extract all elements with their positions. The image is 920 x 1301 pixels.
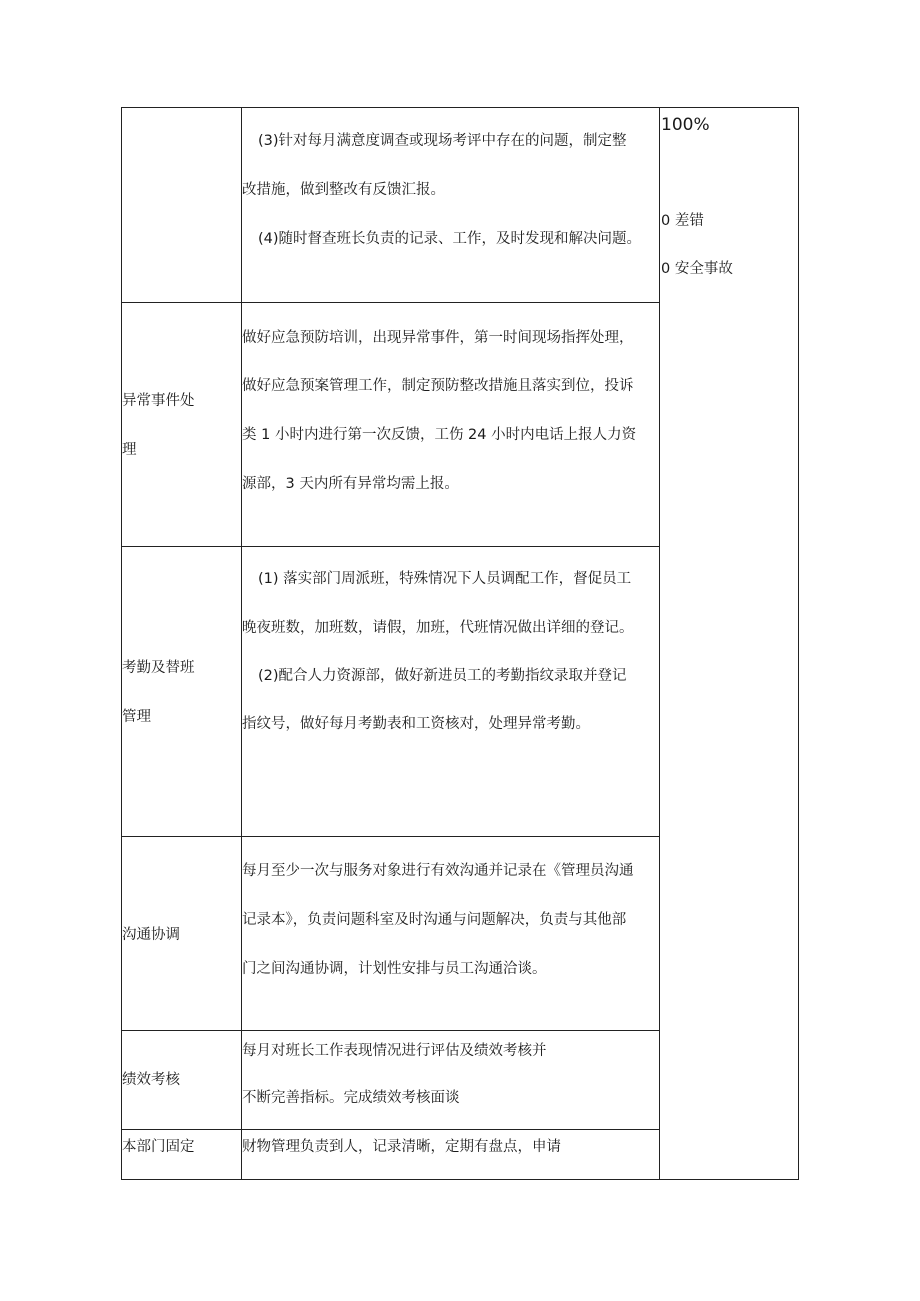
table-border-left (121, 107, 122, 1180)
column-divider (659, 107, 660, 1180)
content-line: 做好应急预防培训，出现异常事件，第一时间现场指挥处理， (242, 330, 634, 346)
row-label: 异常事件处 (122, 393, 195, 409)
content-line: 记录本》，负责问题科室及时沟通与问题解决，负责与其他部 (242, 912, 627, 928)
row-divider (121, 302, 659, 303)
content-line: 每月对班长工作表现情况进行评估及绩效考核并 (242, 1043, 547, 1059)
content-line: (3)针对每月满意度调查或现场考评中存在的问题，制定整 (258, 133, 627, 149)
content-line: (2)配合人力资源部，做好新进员工的考勤指纹录取并登记 (258, 668, 627, 684)
content-line: 指纹号，做好每月考勤表和工资核对，处理异常考勤。 (242, 716, 590, 732)
row-divider (121, 836, 659, 837)
content-line: 做好应急预案管理工作，制定预防整改措施且落实到位，投诉 (242, 378, 634, 394)
table-border-right (798, 107, 799, 1180)
row-divider (121, 1030, 659, 1031)
table-border-bottom (121, 1179, 799, 1180)
content-line: 晚夜班数，加班数，请假，加班，代班情况做出详细的登记。 (242, 620, 634, 636)
target-accuracy: 100% (661, 115, 710, 135)
content-line: 财物管理负责到人，记录清晰，定期有盘点，申请 (242, 1139, 561, 1155)
content-line: (1) 落实部门周派班，特殊情况下人员调配工作，督促员工 (258, 571, 632, 587)
row-divider (121, 546, 659, 547)
content-line: 源部，3 天内所有异常均需上报。 (242, 476, 459, 492)
row-label: 本部门固定 (122, 1139, 195, 1155)
content-line: 每月至少一次与服务对象进行有效沟通并记录在《管理员沟通 (242, 863, 634, 879)
table-border-top (121, 107, 799, 108)
target-safety: 0 安全事故 (661, 261, 733, 277)
content-line: (4)随时督查班长负责的记录、工作，及时发现和解决问题。 (258, 231, 642, 247)
content-line: 门之间沟通协调，计划性安排与员工沟通洽谈。 (242, 961, 547, 977)
target-errors: 0 差错 (661, 213, 704, 229)
row-divider (121, 1129, 659, 1130)
row-label: 管理 (122, 709, 151, 725)
content-line: 改措施，做到整改有反馈汇报。 (242, 182, 445, 198)
column-divider (241, 107, 242, 1180)
row-label: 考勤及替班 (122, 660, 195, 676)
content-line: 类 1 小时内进行第一次反馈，工伤 24 小时内电话上报人力资 (242, 427, 637, 443)
row-label: 绩效考核 (122, 1072, 180, 1088)
row-label: 理 (122, 442, 137, 458)
row-label: 沟通协调 (122, 927, 180, 943)
content-line: 不断完善指标。完成绩效考核面谈 (242, 1090, 460, 1106)
